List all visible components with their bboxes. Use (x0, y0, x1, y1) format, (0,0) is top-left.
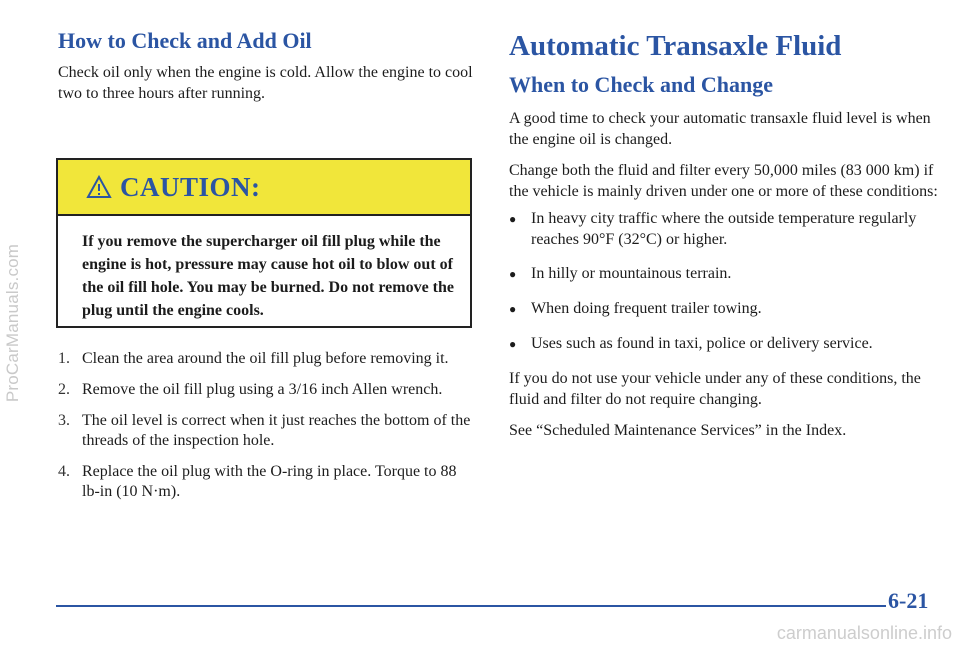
list-item: 4. Replace the oil plug with the O-ring in place. Torque to 88 lb-in (10 N·m). (58, 463, 457, 500)
conditions-list (509, 208, 939, 355)
list-item: ● In heavy city traffic where the outside temperature regularly reaches 90°F (32°C) or higher. (509, 210, 917, 248)
section-subtitle: When to Check and Change (509, 72, 774, 97)
transaxle-para-3: If you do not use your vehicle under any of these conditions, the fluid and filter do not require changing. (509, 370, 921, 408)
side-watermark (2, 0, 24, 646)
list-item: 1. Clean the area around the oil fill plug before removing it. (58, 350, 449, 367)
oil-intro-text: Check oil only when the engine is cold. Allow the engine to cool two to three hours after running. (58, 64, 473, 102)
transaxle-para-1: A good time to check your automatic transaxle fluid level is when the engine oil is changed. (509, 110, 931, 148)
caution-label: CAUTION: (120, 171, 261, 202)
caution-header (58, 160, 470, 216)
bullet-icon: ● (509, 212, 517, 226)
oil-steps-list (58, 349, 476, 513)
list-item: ● When doing frequent trailer towing. (509, 298, 939, 320)
transaxle-para-2: Change both the fluid and filter every 50,000 miles (83 000 km) if the vehicle is mainly driven under one or more of these conditions: (509, 162, 938, 200)
footer-rule (56, 605, 886, 607)
caution-text: If you remove the supercharger oil fill plug while the engine is hot, pressure may cause hot oil to blow out of the oil fill hole. You may be burned. Do not remove the plug until the engine cools. (82, 233, 454, 319)
list-item: ● In hilly or mountainous terrain. (509, 263, 939, 285)
bullet-icon: ● (509, 267, 517, 281)
warning-triangle-icon (86, 175, 112, 199)
section-heading-oil: How to Check and Add Oil (58, 28, 312, 53)
page-number: 6-21 (888, 588, 929, 613)
list-item: 2. Remove the oil fill plug using a 3/16 inch Allen wrench. (58, 381, 443, 398)
side-watermark-text: ProCarManuals.com (3, 243, 22, 403)
page-title: Automatic Transaxle Fluid (509, 30, 842, 62)
right-column (509, 28, 939, 441)
bottom-watermark: carmanualsonline.info (776, 623, 952, 643)
left-column (58, 28, 476, 500)
list-item: 3. The oil level is correct when it just reaches the bottom of the threads of the inspection hole. (58, 412, 471, 449)
list-item: ● Uses such as found in taxi, police or delivery service. (509, 333, 939, 355)
transaxle-para-4: See “Scheduled Maintenance Services” in the Index. (509, 422, 847, 439)
bullet-icon: ● (509, 337, 517, 351)
bullet-icon: ● (509, 302, 517, 316)
caution-box (56, 158, 472, 328)
